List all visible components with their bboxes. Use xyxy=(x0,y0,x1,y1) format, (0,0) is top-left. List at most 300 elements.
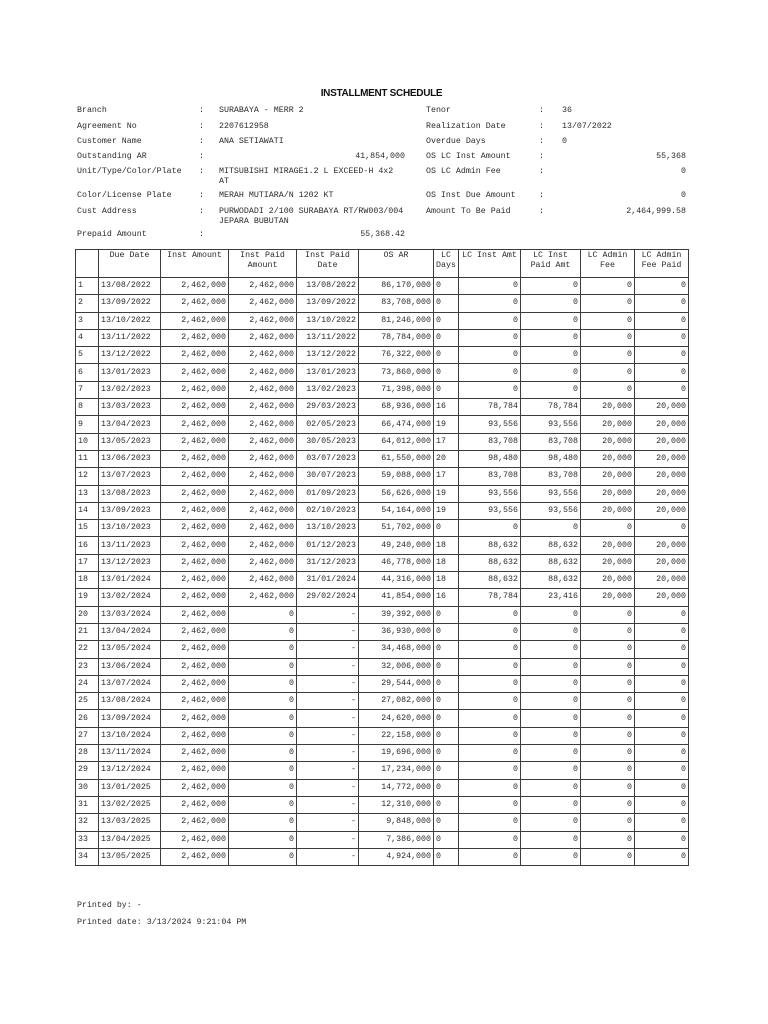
field-separator: : xyxy=(539,106,544,115)
row-number-cell: 5 xyxy=(76,347,99,364)
lc-inst-amt-cell: 0 xyxy=(459,278,521,295)
lc-admin-fee-paid-cell: 0 xyxy=(635,623,689,640)
row-number-cell: 34 xyxy=(76,848,99,865)
lc-inst-paid-amt-cell: 0 xyxy=(521,693,581,710)
lc-admin-fee-cell: 0 xyxy=(581,848,635,865)
inst-paid-amount-cell: 2,462,000 xyxy=(229,329,297,346)
row-number-cell: 25 xyxy=(76,693,99,710)
os-ar-cell: 19,696,000 xyxy=(359,745,434,762)
lc-inst-amt-cell: 88,632 xyxy=(459,572,521,589)
inst-paid-date-cell: 01/09/2023 xyxy=(297,485,359,502)
lc-inst-paid-amt-cell: 0 xyxy=(521,606,581,623)
tenor-value: 36 xyxy=(562,106,572,115)
amount-to-be-paid-label: Amount To Be Paid xyxy=(426,207,511,216)
lc-inst-paid-amt-cell: 0 xyxy=(521,278,581,295)
table-row xyxy=(76,745,689,762)
lc-days-cell: 18 xyxy=(434,572,459,589)
row-number-cell: 7 xyxy=(76,381,99,398)
field-separator: : xyxy=(199,191,204,200)
inst-amount-cell: 2,462,000 xyxy=(161,295,229,312)
os-ar-cell: 29,544,000 xyxy=(359,675,434,692)
lc-days-cell: 0 xyxy=(434,658,459,675)
lc-inst-paid-amt-cell: 0 xyxy=(521,848,581,865)
lc-admin-fee-paid-cell: 0 xyxy=(635,329,689,346)
row-number-cell: 11 xyxy=(76,450,99,467)
inst-paid-date-cell: 13/11/2022 xyxy=(297,329,359,346)
due-date-cell: 13/05/2025 xyxy=(99,848,161,865)
lc-admin-fee-paid-cell: 0 xyxy=(635,848,689,865)
lc-admin-fee-paid-cell: 0 xyxy=(635,606,689,623)
lc-days-cell: 0 xyxy=(434,312,459,329)
lc-inst-amt-cell: 0 xyxy=(459,347,521,364)
lc-inst-paid-amt-cell: 0 xyxy=(521,762,581,779)
lc-days-cell: 0 xyxy=(434,831,459,848)
lc-days-cell: 0 xyxy=(434,641,459,658)
lc-admin-fee-cell: 0 xyxy=(581,329,635,346)
inst-paid-amount-cell: 2,462,000 xyxy=(229,468,297,485)
lc-inst-paid-amt-cell: 0 xyxy=(521,727,581,744)
inst-paid-amount-cell: 0 xyxy=(229,796,297,813)
lc-admin-fee-cell: 20,000 xyxy=(581,554,635,571)
lc-inst-amt-cell: 0 xyxy=(459,381,521,398)
field-separator: : xyxy=(539,152,544,161)
lc-days-cell: 0 xyxy=(434,520,459,537)
table-row xyxy=(76,329,689,346)
document-title: INSTALLMENT SCHEDULE xyxy=(320,88,443,99)
due-date-cell: 13/08/2024 xyxy=(99,693,161,710)
lc-inst-paid-amt-cell: 0 xyxy=(521,295,581,312)
os-inst-due-amount-value: 0 xyxy=(681,191,686,200)
field-separator: : xyxy=(539,167,544,176)
os-ar-cell: 49,240,000 xyxy=(359,537,434,554)
lc-inst-amt-cell: 0 xyxy=(459,312,521,329)
lc-inst-amt-cell: 0 xyxy=(459,762,521,779)
due-date-cell: 13/11/2023 xyxy=(99,537,161,554)
os-ar-cell: 34,468,000 xyxy=(359,641,434,658)
inst-paid-date-cell: - xyxy=(297,831,359,848)
inst-paid-amount-header: Inst Paid Amount xyxy=(229,250,297,278)
table-row xyxy=(76,848,689,865)
inst-paid-date-cell: - xyxy=(297,606,359,623)
lc-days-header: LC Days xyxy=(434,250,459,278)
realization-date-value: 13/07/2022 xyxy=(562,122,612,131)
inst-amount-cell: 2,462,000 xyxy=(161,364,229,381)
branch-value: SURABAYA - MERR 2 xyxy=(219,106,304,115)
lc-inst-paid-amt-cell: 88,632 xyxy=(521,554,581,571)
due-date-cell: 13/10/2023 xyxy=(99,520,161,537)
os-ar-cell: 68,936,000 xyxy=(359,399,434,416)
lc-admin-fee-cell: 0 xyxy=(581,693,635,710)
lc-inst-amt-header: LC Inst Amt xyxy=(459,250,521,278)
inst-paid-amount-cell: 2,462,000 xyxy=(229,364,297,381)
table-row xyxy=(76,606,689,623)
inst-amount-cell: 2,462,000 xyxy=(161,450,229,467)
inst-paid-amount-cell: 0 xyxy=(229,693,297,710)
table-row xyxy=(76,485,689,502)
lc-admin-fee-cell: 0 xyxy=(581,347,635,364)
inst-paid-date-header: Inst Paid Date xyxy=(297,250,359,278)
inst-amount-cell: 2,462,000 xyxy=(161,468,229,485)
lc-inst-amt-cell: 88,632 xyxy=(459,554,521,571)
inst-amount-cell: 2,462,000 xyxy=(161,641,229,658)
field-separator: : xyxy=(199,207,204,216)
field-customer-name xyxy=(77,137,407,147)
inst-paid-date-cell: 31/01/2024 xyxy=(297,572,359,589)
table-row xyxy=(76,658,689,675)
inst-paid-amount-cell: 2,462,000 xyxy=(229,399,297,416)
due-date-cell: 13/09/2023 xyxy=(99,502,161,519)
inst-paid-amount-cell: 2,462,000 xyxy=(229,347,297,364)
lc-admin-fee-cell: 0 xyxy=(581,278,635,295)
inst-paid-date-cell: 02/05/2023 xyxy=(297,416,359,433)
table-row xyxy=(76,710,689,727)
due-date-cell: 13/09/2022 xyxy=(99,295,161,312)
field-separator: : xyxy=(539,137,544,146)
prepaid-amount-label: Prepaid Amount xyxy=(77,230,147,239)
lc-admin-fee-cell: 0 xyxy=(581,606,635,623)
lc-admin-fee-paid-cell: 0 xyxy=(635,796,689,813)
table-row xyxy=(76,502,689,519)
due-date-cell: 13/05/2024 xyxy=(99,641,161,658)
os-ar-cell: 46,778,000 xyxy=(359,554,434,571)
lc-days-cell: 16 xyxy=(434,399,459,416)
inst-paid-date-cell: 30/07/2023 xyxy=(297,468,359,485)
inst-amount-cell: 2,462,000 xyxy=(161,623,229,640)
os-inst-due-amount-label: OS Inst Due Amount xyxy=(426,191,516,200)
due-date-cell: 13/08/2022 xyxy=(99,278,161,295)
row-number-cell: 30 xyxy=(76,779,99,796)
cust-address-label: Cust Address xyxy=(77,207,137,216)
row-number-cell: 24 xyxy=(76,675,99,692)
row-number-cell: 21 xyxy=(76,623,99,640)
lc-inst-amt-cell: 0 xyxy=(459,658,521,675)
table-row xyxy=(76,520,689,537)
lc-inst-amt-cell: 0 xyxy=(459,329,521,346)
os-ar-cell: 7,386,000 xyxy=(359,831,434,848)
inst-amount-cell: 2,462,000 xyxy=(161,710,229,727)
os-ar-cell: 51,702,000 xyxy=(359,520,434,537)
lc-inst-paid-amt-cell: 0 xyxy=(521,658,581,675)
inst-paid-date-cell: - xyxy=(297,814,359,831)
inst-amount-cell: 2,462,000 xyxy=(161,399,229,416)
field-separator: : xyxy=(199,106,204,115)
outstanding-ar-label: Outstanding AR xyxy=(77,152,147,161)
lc-admin-fee-paid-cell: 20,000 xyxy=(635,572,689,589)
due-date-cell: 13/01/2023 xyxy=(99,364,161,381)
lc-admin-fee-cell: 0 xyxy=(581,727,635,744)
inst-paid-amount-cell: 2,462,000 xyxy=(229,312,297,329)
lc-days-cell: 0 xyxy=(434,329,459,346)
inst-paid-date-cell: 01/12/2023 xyxy=(297,537,359,554)
inst-paid-date-cell: - xyxy=(297,623,359,640)
row-number-cell: 18 xyxy=(76,572,99,589)
inst-paid-date-cell: - xyxy=(297,658,359,675)
inst-amount-cell: 2,462,000 xyxy=(161,589,229,606)
amount-to-be-paid-value: 2,464,999.58 xyxy=(626,207,686,216)
lc-admin-fee-paid-cell: 0 xyxy=(635,381,689,398)
row-number-cell: 29 xyxy=(76,762,99,779)
lc-inst-amt-cell: 0 xyxy=(459,814,521,831)
lc-admin-fee-cell: 0 xyxy=(581,745,635,762)
inst-paid-amount-cell: 2,462,000 xyxy=(229,450,297,467)
lc-admin-fee-paid-cell: 0 xyxy=(635,278,689,295)
unit-type-value: MITSUBISHI MIRAGE1.2 L EXCEED-H 4x2 AT xyxy=(219,167,394,186)
inst-amount-cell: 2,462,000 xyxy=(161,814,229,831)
table-row xyxy=(76,450,689,467)
lc-admin-fee-paid-cell: 20,000 xyxy=(635,502,689,519)
inst-paid-date-cell: 13/02/2023 xyxy=(297,381,359,398)
field-os-lc-admin-fee xyxy=(426,167,688,177)
inst-amount-cell: 2,462,000 xyxy=(161,433,229,450)
inst-paid-amount-cell: 2,462,000 xyxy=(229,537,297,554)
inst-paid-amount-cell: 0 xyxy=(229,606,297,623)
lc-admin-fee-cell: 20,000 xyxy=(581,416,635,433)
row-number-cell: 31 xyxy=(76,796,99,813)
field-separator: : xyxy=(539,191,544,200)
lc-days-cell: 0 xyxy=(434,848,459,865)
inst-amount-cell: 2,462,000 xyxy=(161,278,229,295)
inst-paid-date-cell: - xyxy=(297,745,359,762)
lc-inst-amt-cell: 0 xyxy=(459,675,521,692)
field-separator: : xyxy=(199,137,204,146)
field-amount-to-be-paid xyxy=(426,207,688,217)
table-row xyxy=(76,416,689,433)
inst-paid-date-cell: - xyxy=(297,848,359,865)
lc-inst-amt-cell: 0 xyxy=(459,710,521,727)
lc-inst-paid-amt-cell: 83,708 xyxy=(521,433,581,450)
tenor-label: Tenor xyxy=(426,106,451,115)
due-date-cell: 13/08/2023 xyxy=(99,485,161,502)
table-row xyxy=(76,537,689,554)
lc-inst-paid-amt-cell: 0 xyxy=(521,710,581,727)
lc-admin-fee-cell: 20,000 xyxy=(581,433,635,450)
inst-paid-date-cell: - xyxy=(297,762,359,779)
lc-days-cell: 0 xyxy=(434,779,459,796)
lc-days-cell: 0 xyxy=(434,814,459,831)
lc-days-cell: 0 xyxy=(434,796,459,813)
os-ar-header: OS AR xyxy=(359,250,434,278)
lc-inst-paid-amt-cell: 23,416 xyxy=(521,589,581,606)
inst-paid-date-cell: - xyxy=(297,796,359,813)
lc-inst-paid-amt-cell: 0 xyxy=(521,831,581,848)
lc-days-cell: 17 xyxy=(434,433,459,450)
table-row xyxy=(76,762,689,779)
inst-amount-cell: 2,462,000 xyxy=(161,347,229,364)
os-lc-inst-amount-label: OS LC Inst Amount xyxy=(426,152,511,161)
table-row xyxy=(76,814,689,831)
lc-inst-amt-cell: 0 xyxy=(459,641,521,658)
inst-paid-amount-cell: 2,462,000 xyxy=(229,278,297,295)
prepaid-amount-value: 55,368.42 xyxy=(360,230,405,239)
lc-inst-amt-cell: 0 xyxy=(459,779,521,796)
field-os-inst-due-amount xyxy=(426,191,688,201)
due-date-cell: 13/12/2024 xyxy=(99,762,161,779)
lc-admin-fee-paid-cell: 0 xyxy=(635,814,689,831)
lc-inst-paid-amt-cell: 0 xyxy=(521,675,581,692)
row-number-cell: 14 xyxy=(76,502,99,519)
lc-days-cell: 16 xyxy=(434,589,459,606)
os-ar-cell: 83,708,000 xyxy=(359,295,434,312)
inst-paid-date-cell: 29/02/2024 xyxy=(297,589,359,606)
lc-inst-paid-amt-cell: 0 xyxy=(521,312,581,329)
lc-admin-fee-paid-cell: 0 xyxy=(635,675,689,692)
lc-inst-amt-cell: 88,632 xyxy=(459,537,521,554)
table-row xyxy=(76,589,689,606)
field-overdue-days xyxy=(426,137,688,147)
field-prepaid-amount xyxy=(77,230,407,240)
lc-days-cell: 0 xyxy=(434,727,459,744)
lc-admin-fee-cell: 0 xyxy=(581,381,635,398)
inst-paid-amount-cell: 0 xyxy=(229,814,297,831)
table-row xyxy=(76,433,689,450)
inst-paid-amount-cell: 0 xyxy=(229,641,297,658)
row-number-cell: 1 xyxy=(76,278,99,295)
lc-days-cell: 20 xyxy=(434,450,459,467)
os-ar-cell: 81,246,000 xyxy=(359,312,434,329)
inst-amount-cell: 2,462,000 xyxy=(161,537,229,554)
inst-amount-cell: 2,462,000 xyxy=(161,693,229,710)
inst-paid-amount-cell: 0 xyxy=(229,675,297,692)
branch-label: Branch xyxy=(77,106,107,115)
inst-amount-cell: 2,462,000 xyxy=(161,675,229,692)
row-number-cell: 16 xyxy=(76,537,99,554)
lc-inst-paid-amt-cell: 88,632 xyxy=(521,572,581,589)
inst-amount-cell: 2,462,000 xyxy=(161,416,229,433)
due-date-cell: 13/06/2023 xyxy=(99,450,161,467)
lc-admin-fee-paid-cell: 0 xyxy=(635,658,689,675)
table-row xyxy=(76,831,689,848)
lc-admin-fee-cell: 20,000 xyxy=(581,485,635,502)
inst-paid-amount-cell: 0 xyxy=(229,727,297,744)
inst-paid-date-cell: - xyxy=(297,641,359,658)
inst-amount-cell: 2,462,000 xyxy=(161,848,229,865)
lc-days-cell: 18 xyxy=(434,537,459,554)
lc-admin-fee-cell: 20,000 xyxy=(581,450,635,467)
inst-paid-date-cell: - xyxy=(297,710,359,727)
os-lc-admin-fee-label: OS LC Admin Fee xyxy=(426,167,501,176)
lc-inst-amt-cell: 0 xyxy=(459,831,521,848)
lc-inst-paid-amt-cell: 0 xyxy=(521,329,581,346)
inst-paid-date-cell: 13/01/2023 xyxy=(297,364,359,381)
os-ar-cell: 27,082,000 xyxy=(359,693,434,710)
table-row xyxy=(76,347,689,364)
table-row xyxy=(76,554,689,571)
lc-admin-fee-paid-cell: 0 xyxy=(635,745,689,762)
os-ar-cell: 86,170,000 xyxy=(359,278,434,295)
os-ar-cell: 24,620,000 xyxy=(359,710,434,727)
lc-admin-fee-cell: 20,000 xyxy=(581,502,635,519)
inst-paid-amount-cell: 0 xyxy=(229,745,297,762)
lc-admin-fee-cell: 0 xyxy=(581,623,635,640)
os-ar-cell: 22,158,000 xyxy=(359,727,434,744)
lc-admin-fee-paid-cell: 20,000 xyxy=(635,399,689,416)
printed-date: Printed date: 3/13/2024 9:21:04 PM xyxy=(77,918,247,927)
row-number-cell: 12 xyxy=(76,468,99,485)
color-license-plate-label: Color/License Plate xyxy=(77,191,172,200)
os-ar-cell: 64,012,000 xyxy=(359,433,434,450)
lc-days-cell: 0 xyxy=(434,295,459,312)
lc-admin-fee-paid-cell: 0 xyxy=(635,831,689,848)
lc-inst-amt-cell: 0 xyxy=(459,727,521,744)
inst-amount-header: Inst Amount xyxy=(161,250,229,278)
lc-admin-fee-paid-cell: 0 xyxy=(635,520,689,537)
inst-amount-cell: 2,462,000 xyxy=(161,831,229,848)
lc-days-cell: 0 xyxy=(434,745,459,762)
row-number-cell: 28 xyxy=(76,745,99,762)
os-ar-cell: 41,854,000 xyxy=(359,589,434,606)
due-date-cell: 13/05/2023 xyxy=(99,433,161,450)
due-date-cell: 13/01/2025 xyxy=(99,779,161,796)
inst-paid-date-cell: - xyxy=(297,693,359,710)
lc-admin-fee-cell: 20,000 xyxy=(581,572,635,589)
lc-inst-amt-cell: 98,480 xyxy=(459,450,521,467)
inst-paid-date-cell: 03/07/2023 xyxy=(297,450,359,467)
inst-paid-date-cell: 13/10/2023 xyxy=(297,520,359,537)
lc-days-cell: 0 xyxy=(434,675,459,692)
lc-admin-fee-paid-cell: 20,000 xyxy=(635,433,689,450)
realization-date-label: Realization Date xyxy=(426,122,506,131)
inst-paid-amount-cell: 2,462,000 xyxy=(229,485,297,502)
lc-inst-paid-amt-cell: 78,784 xyxy=(521,399,581,416)
lc-admin-fee-paid-cell: 0 xyxy=(635,727,689,744)
table-row xyxy=(76,623,689,640)
lc-admin-fee-cell: 0 xyxy=(581,796,635,813)
customer-name-value: ANA SETIAWATI xyxy=(219,137,284,146)
due-date-cell: 13/03/2023 xyxy=(99,399,161,416)
inst-paid-date-cell: 13/10/2022 xyxy=(297,312,359,329)
installment-schedule-table xyxy=(75,249,689,866)
due-date-cell: 13/12/2023 xyxy=(99,554,161,571)
inst-paid-date-cell: 13/08/2022 xyxy=(297,278,359,295)
lc-inst-amt-cell: 78,784 xyxy=(459,589,521,606)
lc-days-cell: 0 xyxy=(434,381,459,398)
os-ar-cell: 17,234,000 xyxy=(359,762,434,779)
lc-days-cell: 0 xyxy=(434,710,459,727)
due-date-cell: 13/06/2024 xyxy=(99,658,161,675)
inst-paid-date-cell: 31/12/2023 xyxy=(297,554,359,571)
field-separator: : xyxy=(199,152,204,161)
row-number-cell: 10 xyxy=(76,433,99,450)
due-date-header: Due Date xyxy=(99,250,161,278)
unit-type-label: Unit/Type/Color/Plate xyxy=(77,167,182,176)
lc-inst-amt-cell: 93,556 xyxy=(459,502,521,519)
lc-inst-paid-amt-cell: 98,480 xyxy=(521,450,581,467)
lc-inst-amt-cell: 0 xyxy=(459,796,521,813)
inst-paid-amount-cell: 0 xyxy=(229,779,297,796)
lc-inst-amt-cell: 0 xyxy=(459,848,521,865)
inst-paid-amount-cell: 2,462,000 xyxy=(229,433,297,450)
inst-paid-date-cell: - xyxy=(297,779,359,796)
os-ar-cell: 73,860,000 xyxy=(359,364,434,381)
lc-inst-amt-cell: 0 xyxy=(459,520,521,537)
lc-inst-amt-cell: 83,708 xyxy=(459,433,521,450)
row-number-cell: 13 xyxy=(76,485,99,502)
lc-admin-fee-cell: 0 xyxy=(581,641,635,658)
field-branch xyxy=(77,106,407,116)
inst-amount-cell: 2,462,000 xyxy=(161,762,229,779)
inst-paid-amount-cell: 2,462,000 xyxy=(229,520,297,537)
table-row xyxy=(76,641,689,658)
row-number-cell: 4 xyxy=(76,329,99,346)
os-ar-cell: 39,392,000 xyxy=(359,606,434,623)
table-row xyxy=(76,468,689,485)
os-ar-cell: 59,088,000 xyxy=(359,468,434,485)
inst-paid-amount-cell: 0 xyxy=(229,658,297,675)
table-row xyxy=(76,364,689,381)
field-unit-type xyxy=(77,167,407,186)
lc-inst-paid-amt-cell: 0 xyxy=(521,347,581,364)
row-number-cell: 19 xyxy=(76,589,99,606)
